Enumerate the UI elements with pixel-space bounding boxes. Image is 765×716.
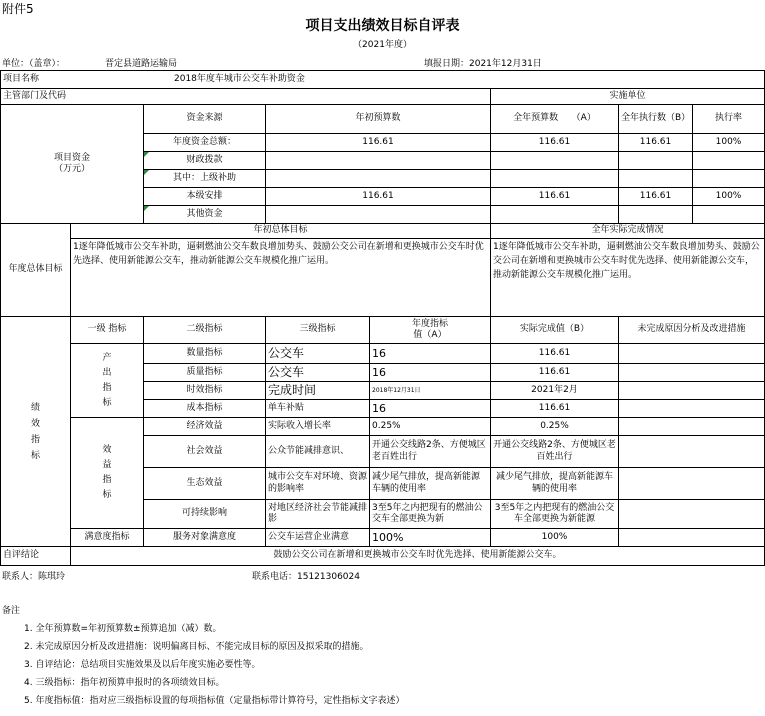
- perf-cell-actual: 2021年2月: [531, 384, 578, 395]
- fund-cell-executed: 116.61: [639, 136, 672, 147]
- project-name-label: 项目名称: [3, 73, 40, 84]
- perf-cell-actual: 100%: [541, 531, 568, 542]
- note-item: 5. 年度指标值：指对应三级指标设置的每项指标值（定量指标带计算符号，定性指标文字表述）: [24, 696, 405, 706]
- fund-cell-executed: [619, 170, 692, 187]
- perf-cell-target: 16: [372, 346, 386, 360]
- unit-label: 单位：（盖章）：: [2, 59, 66, 69]
- perf-cell-l3: 城市公交车对环境、资源的影响率: [268, 472, 368, 494]
- fund-cell-initial: [266, 152, 490, 169]
- fund-cell-initial: 116.61: [362, 136, 394, 147]
- fund-cell-initial: 116.61: [362, 190, 394, 201]
- fund-cell-rate: [693, 206, 764, 223]
- fund-cell-annual: 116.61: [538, 136, 571, 147]
- project-name-value: 2018年度车城市公交车补助资金: [174, 73, 305, 84]
- perf-cell-l3: 完成时间: [268, 383, 317, 397]
- perf-cell-actual: 减少尾气排放，提高新能源车辆的使用率: [495, 472, 613, 494]
- fund-cell-annual: [491, 170, 618, 187]
- fund-cell-executed: [619, 152, 692, 169]
- conclusion-label: 自评结论: [3, 550, 40, 561]
- fund-header-annual: 全年预算数 （A）: [513, 113, 596, 124]
- note-item: 4. 三级指标：指年初预算申报时的各项绩效目标。: [24, 678, 225, 688]
- fund-header-source: 资金来源: [186, 113, 223, 124]
- fund-cell-name: 其他资金: [186, 208, 223, 219]
- perf-cell-actual: 开通公交线路2条、方便城区老百姓出行: [493, 440, 616, 462]
- notes-title: 备注: [2, 606, 21, 616]
- fund-cell-name: 财政拨款: [186, 154, 223, 165]
- fund-cell-name: 本级安排: [186, 190, 223, 201]
- fund-cell-name: 其中：上级补助: [172, 172, 236, 183]
- note-item: 3. 自评结论：总结项目实施效果及以后年度实施必要性等。: [24, 660, 261, 670]
- fund-header-initial: 年初预算数: [355, 113, 401, 124]
- effect-indicator-label: 效益指标: [102, 445, 112, 500]
- goal-actual-text: 1逐年降低城市公交车补助，逼刺燃油公交车数良增加势头、鼓励公交公司在新增和更换城市公交车时优先选择、使用新能源公交车，推动新能源公交车规模化推广运用。: [493, 242, 760, 280]
- perf-cell-target: 16: [372, 365, 386, 379]
- perf-cell-actual: 3至5年之内把现有的燃油公交车全部更换为新能源: [494, 502, 615, 524]
- perf-header-actual: 实际完成值（B）: [519, 324, 590, 335]
- perf-cell-l3: 单车补贴: [268, 402, 305, 413]
- perf-cell-l3: 公众节能减排意识、: [268, 445, 350, 456]
- perf-cell-target: 3至5年之内把现有的燃油公交车全部更换为新: [372, 502, 483, 524]
- contact: 联系人：陈琪玲: [2, 572, 66, 582]
- fund-cell-executed: [619, 206, 692, 223]
- attachment-label: 附件5: [2, 2, 34, 16]
- perf-cell-l3: 公交车运营企业满意: [268, 531, 350, 542]
- perf-cell-target: 开通公交线路2条、方便城区老百姓出行: [372, 440, 486, 462]
- fund-cell-annual: 116.61: [538, 190, 571, 201]
- dept-label: 主管部门及代码: [3, 90, 67, 101]
- conclusion-text: 鼓励公交公司在新增和更换城市公交车时优先选择、使用新能源公交车。: [273, 550, 562, 561]
- fund-cell-rate: [693, 170, 764, 187]
- perf-cell-target: 16: [372, 401, 386, 415]
- perf-cell-l2: 社会效益: [186, 445, 223, 456]
- perf-header-l3: 三级指标: [299, 324, 336, 335]
- perf-header-reason: 未完成原因分析及改进措施: [637, 324, 746, 335]
- fund-cell-rate: [693, 152, 764, 169]
- fund-header-executed: 全年执行数（B）: [621, 113, 691, 124]
- phone: 联系电话：15121306024: [252, 572, 360, 582]
- perf-label: 绩效指标: [30, 402, 40, 461]
- fund-cell-executed: 116.61: [639, 190, 672, 201]
- perf-cell-l2: 质量指标: [186, 366, 223, 377]
- perf-cell-target: 100%: [372, 530, 404, 544]
- goal-initial-header: 年初总体目标: [253, 225, 308, 236]
- unit-name: 晋定县道路运输局: [105, 59, 178, 69]
- perf-cell-actual: 116.61: [538, 402, 571, 413]
- fund-cell-annual: [491, 152, 618, 169]
- satisfaction-indicator-label: 满意度指标: [84, 531, 130, 542]
- page-title: 项目支出绩效目标自评表: [305, 18, 460, 34]
- goal-actual-header: 全年实际完成情况: [591, 225, 664, 236]
- perf-header-target: 年度指标值（A）: [412, 318, 449, 340]
- fund-cell-rate: 100%: [715, 136, 742, 147]
- perf-cell-l2: 可持续影响: [181, 508, 227, 519]
- goal-initial-text: 1逐年降低城市公交车补助，逼刺燃油公交车数良增加势头、鼓励公交公司在新增和更换城市公交车时优先选择、使用新能源公交车，推动新能源公交车规模化推广运用。: [73, 242, 484, 266]
- note-item: 2. 未完成原因分析及改进措施：说明偏离目标、不能完成目标的原因及拟采取的措施。: [24, 642, 369, 652]
- fund-cell-initial: [266, 170, 490, 187]
- perf-cell-target: 2018年12月31日: [372, 386, 421, 394]
- perf-cell-l2: 成本指标: [186, 402, 223, 413]
- fund-cell-initial: [266, 206, 490, 223]
- fund-header-rate: 执行率: [714, 113, 742, 124]
- perf-cell-l2: 时效指标: [186, 384, 223, 395]
- perf-cell-l3: 实际收入增长率: [268, 420, 332, 431]
- fund-cell-annual: [491, 206, 618, 223]
- note-item: 1. 全年预算数=年初预算数±预算追加（减）数。: [24, 624, 222, 634]
- perf-cell-actual: 0.25%: [540, 420, 569, 431]
- perf-cell-l2: 数量指标: [186, 347, 223, 358]
- perf-cell-l2: 生态效益: [186, 477, 223, 488]
- perf-cell-l3: 公交车: [268, 365, 305, 379]
- output-indicator-label: 产出指标: [102, 352, 112, 408]
- perf-cell-actual: 116.61: [538, 347, 571, 358]
- perf-cell-target: 0.25%: [372, 420, 401, 431]
- perf-cell-l2: 服务对象满意度: [172, 531, 236, 542]
- goal-label: 年度总体目标: [8, 264, 63, 275]
- perf-cell-l3: 对地区经济社会节能减排影: [268, 502, 368, 524]
- fund-cell-rate: 100%: [715, 190, 742, 201]
- year-label: （2021年度）: [353, 40, 412, 50]
- fund-label: 项目资金 （万元）: [53, 152, 90, 174]
- perf-cell-target: 减少尾气排放，提高新能源车辆的使用率: [372, 472, 481, 494]
- impl-unit-label: 实施单位: [609, 90, 646, 101]
- perf-header-l2: 二级指标: [186, 324, 223, 335]
- perf-cell-l2: 经济效益: [186, 420, 223, 431]
- fill-date: 填报日期：2021年12月31日: [424, 59, 542, 69]
- perf-cell-l3: 公交车: [268, 346, 305, 360]
- fund-cell-name: 年度资金总额：: [172, 136, 236, 147]
- perf-header-l1: 一级 指标: [87, 324, 127, 335]
- perf-cell-actual: 116.61: [538, 366, 571, 377]
